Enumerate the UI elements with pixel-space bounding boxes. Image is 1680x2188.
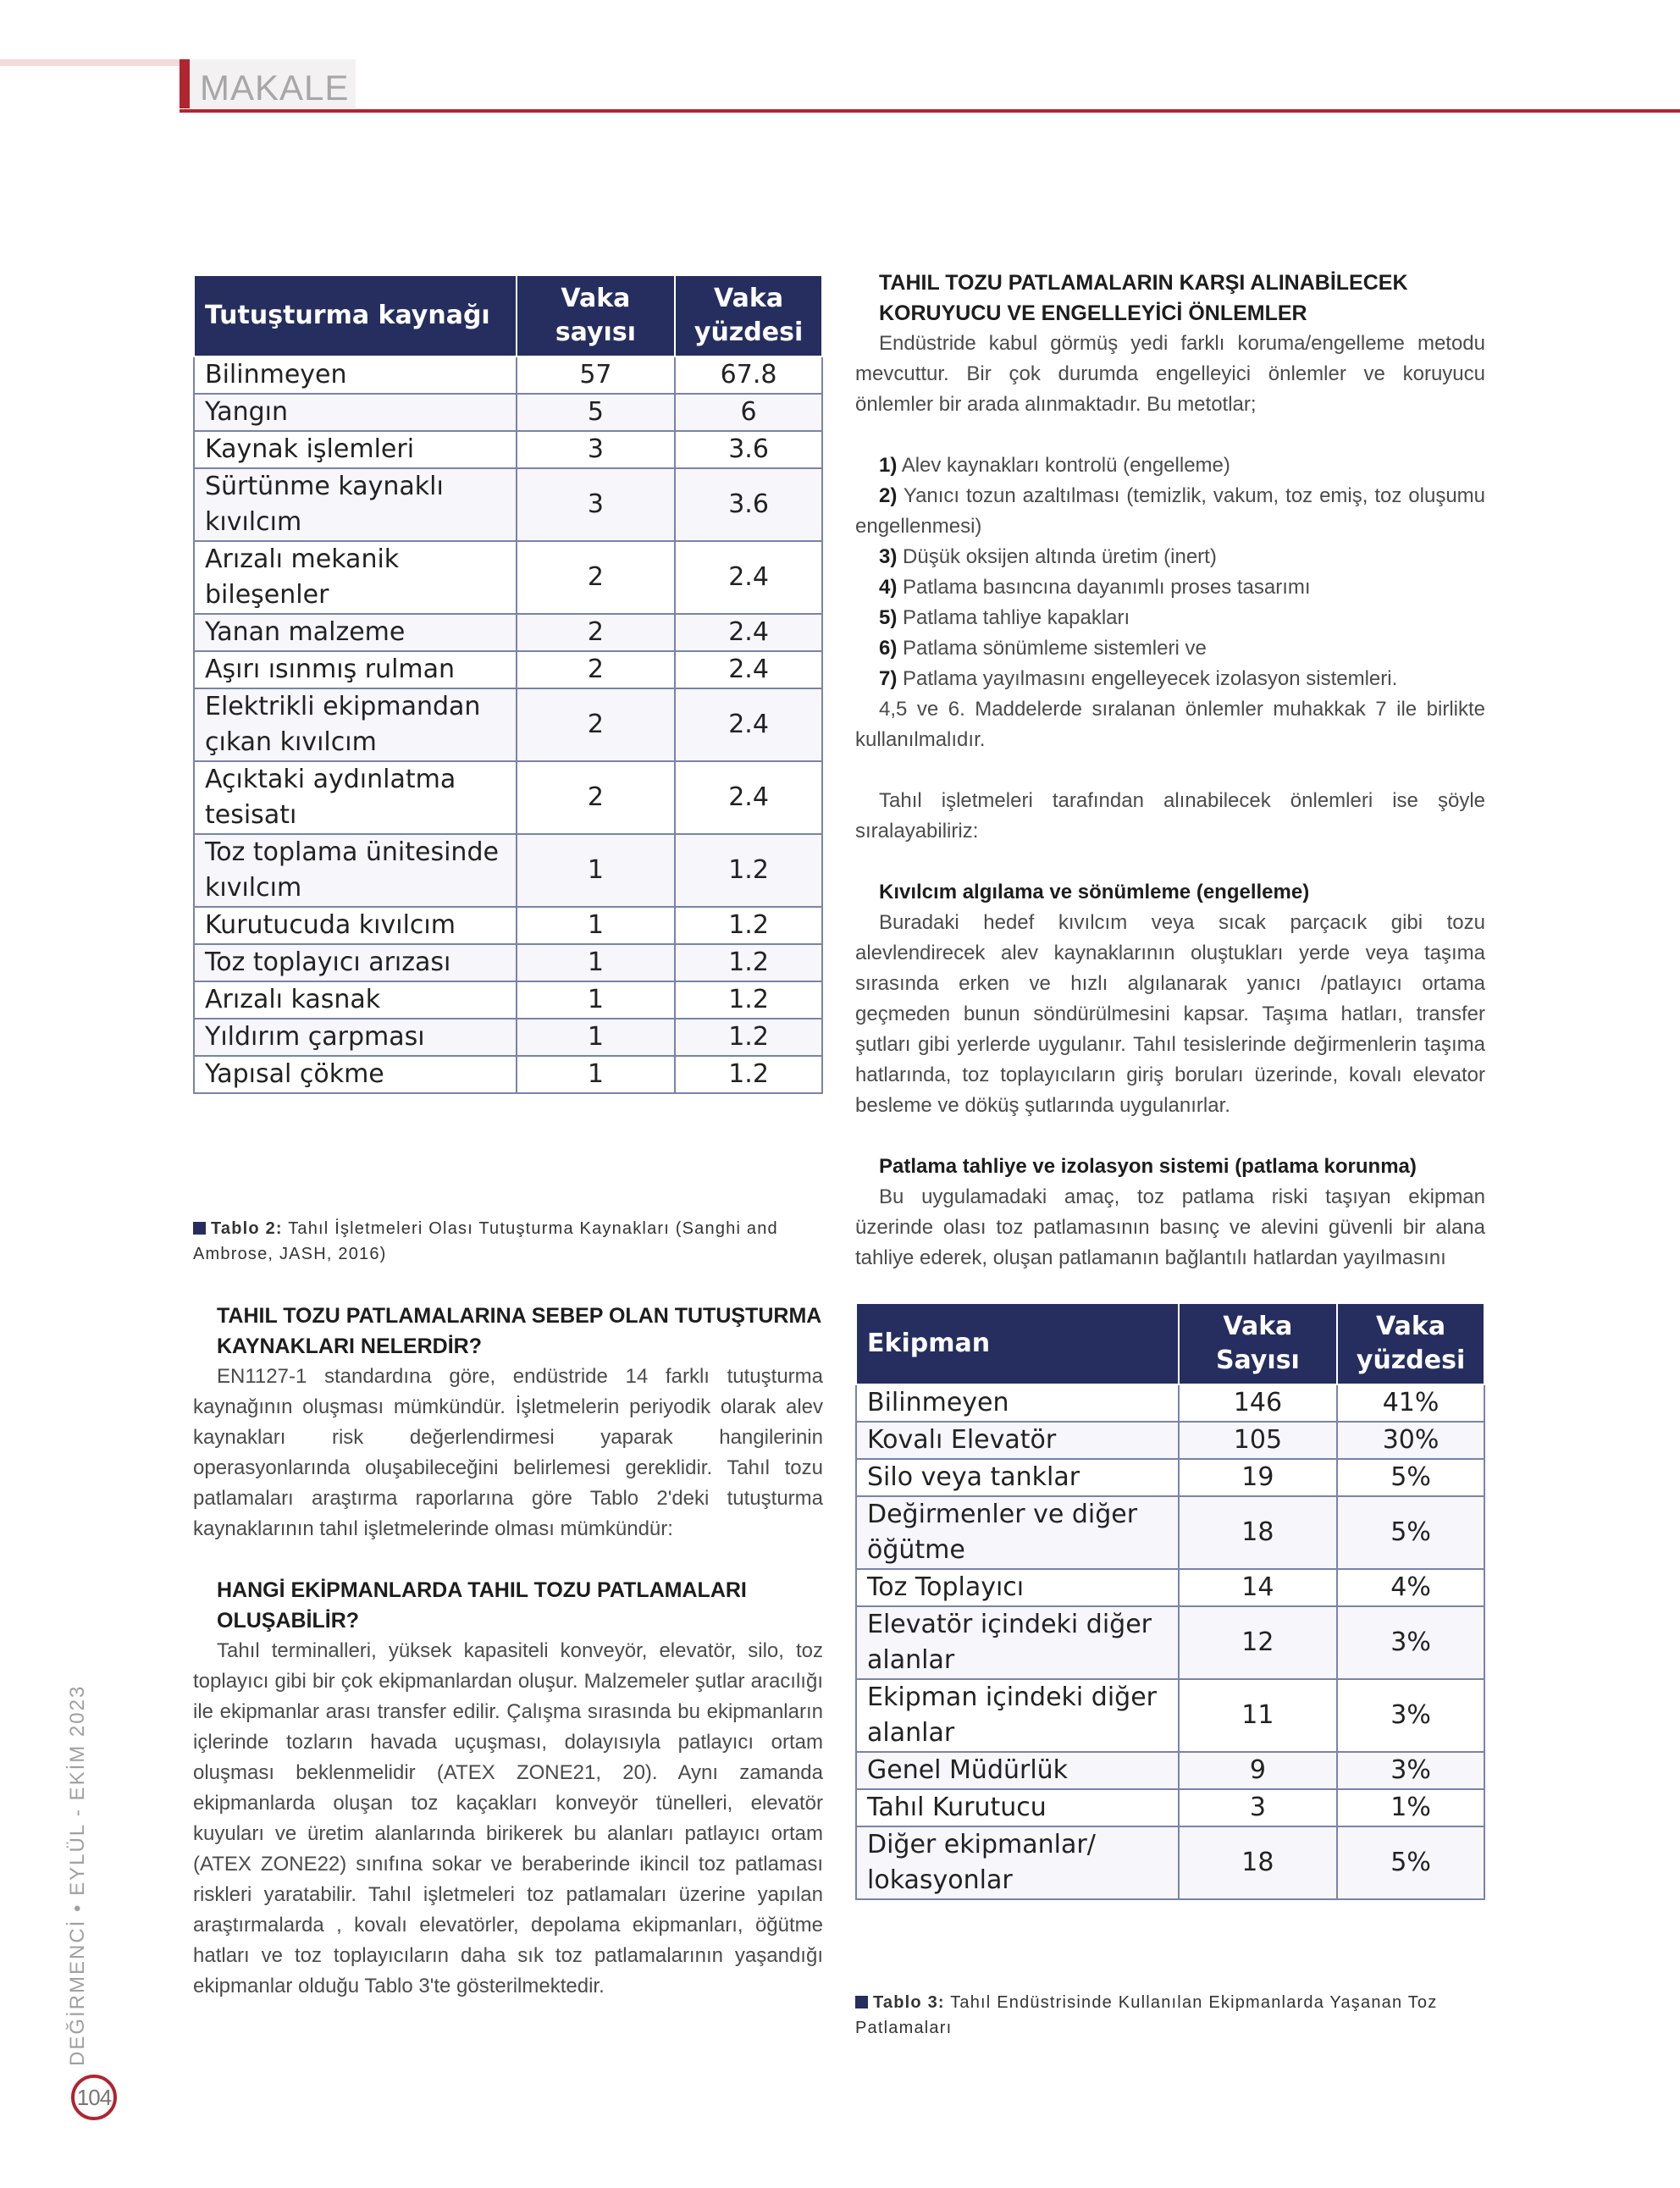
table-row: [194, 907, 822, 944]
table-cell-label: Bilinmeyen: [194, 356, 517, 394]
list-item: [855, 542, 1485, 572]
table-cell-value: 9: [1179, 1752, 1337, 1789]
table-cell-value: 1.2: [675, 1056, 822, 1093]
table-header-row: [194, 275, 822, 356]
table-row: [194, 1019, 822, 1056]
table-ignition-sources: [193, 274, 823, 1094]
column-header: Vaka yüzdesi: [1337, 1303, 1484, 1384]
paragraph: Bu uygulamadaki amaç, toz patlama riski taşıyan ekipman üzerinde olası toz patlamasının basınç ve alevini güvenli bir alana tahliye ederek, oluşan patlamanın bağlantılı hatlardan yayılmasını: [855, 1185, 1485, 1269]
table-row: [856, 1606, 1484, 1679]
table-cell-value: 2: [517, 541, 675, 614]
table-row: [856, 1826, 1484, 1899]
caption-marker: [855, 1996, 868, 2008]
column-header: Vaka Sayısı: [1179, 1303, 1337, 1384]
table-cell-label: Aşırı ısınmış rulman: [194, 651, 517, 688]
table-cell-value: 105: [1179, 1422, 1337, 1459]
table-cell-value: 1%: [1337, 1789, 1484, 1826]
header-rule: [180, 109, 1680, 113]
list-item-number: 7): [879, 667, 898, 690]
table-row: [856, 1459, 1484, 1496]
table-cell-label: Kaynak işlemleri: [194, 431, 517, 468]
table-cell-value: 6: [675, 394, 822, 431]
table-cell-value: 3%: [1337, 1606, 1484, 1679]
table-cell-value: 67.8: [675, 356, 822, 394]
column-header: Vaka sayısı: [517, 275, 675, 356]
list-item: [855, 450, 1485, 481]
caption-marker: [193, 1222, 206, 1235]
table-row: [194, 981, 822, 1019]
table-cell-value: 2.4: [675, 614, 822, 651]
table-cell-value: 2.4: [675, 688, 822, 761]
table-cell-value: 3.6: [675, 431, 822, 468]
table-cell-value: 18: [1179, 1826, 1337, 1899]
table-cell-value: 5%: [1337, 1826, 1484, 1899]
subheading: Patlama tahliye ve izolasyon sistemi (patlama korunma): [879, 1155, 1417, 1178]
table-row: [194, 651, 822, 688]
table-cell-value: 57: [517, 356, 675, 394]
table-cell-value: 5: [517, 394, 675, 431]
table-row: [194, 541, 822, 614]
table-cell-value: 18: [1179, 1496, 1337, 1569]
table-cell-label: Toz toplama ünitesinde kıvılcım: [194, 834, 517, 907]
table-row: [856, 1679, 1484, 1752]
table3-caption: [855, 1990, 1489, 2041]
table-cell-value: 19: [1179, 1459, 1337, 1496]
table-cell-value: 11: [1179, 1679, 1337, 1752]
paragraph: Endüstride kabul görmüş yedi farklı koruma/engelleme metodu mevcuttur. Bir çok durumda engelleyici önlemler ve koruyucu önlemler bir arada alınmaktadır. Bu metotlar;: [855, 332, 1485, 416]
table-row: [856, 1789, 1484, 1826]
table-cell-label: Toz toplayıcı arızası: [194, 944, 517, 981]
table-cell-value: 12: [1179, 1606, 1337, 1679]
table-cell-value: 2.4: [675, 541, 822, 614]
subheading: Kıvılcım algılama ve sönümleme (engelleme): [879, 881, 1310, 903]
list-item-number: 2): [879, 484, 898, 507]
table-cell-value: 1.2: [675, 944, 822, 981]
table-cell-label: Ekipman içindeki diğer alanlar: [856, 1679, 1179, 1752]
table-row: [194, 1056, 822, 1093]
paragraph: Tahıl işletmeleri tarafından alınabilecek önlemleri ise şöyle sıralayabiliriz:: [855, 789, 1485, 843]
table-row: [194, 688, 822, 761]
table-cell-label: Genel Müdürlük: [856, 1752, 1179, 1789]
table-cell-value: 3: [1179, 1789, 1337, 1826]
table-cell-label: Açıktaki aydınlatma tesisatı: [194, 761, 517, 834]
table-cell-label: Sürtünme kaynaklı kıvılcım: [194, 468, 517, 541]
table-row: [856, 1569, 1484, 1606]
list-item-text: Patlama basıncına dayanımlı proses tasarımı: [903, 576, 1311, 599]
table-cell-value: 3%: [1337, 1752, 1484, 1789]
table-cell-label: Yanan malzeme: [194, 614, 517, 651]
caption-text: Tahıl İşletmeleri Olası Tutuşturma Kaynakları (Sanghi and Ambrose, JASH, 2016): [193, 1219, 778, 1263]
table-cell-label: Tahıl Kurutucu: [856, 1789, 1179, 1826]
list-item-number: 1): [879, 454, 898, 477]
table-cell-value: 3: [517, 431, 675, 468]
table-cell-value: 30%: [1337, 1422, 1484, 1459]
table-row: [856, 1496, 1484, 1569]
table-row: [194, 431, 822, 468]
table-cell-value: 2.4: [675, 651, 822, 688]
list-item-text: Yanıcı tozun azaltılması (temizlik, vakum, toz emiş, toz oluşumu engellenmesi): [855, 484, 1486, 538]
table-row: [194, 761, 822, 834]
table-cell-label: Elektrikli ekipmandan çıkan kıvılcım: [194, 688, 517, 761]
table-cell-value: 1: [517, 834, 675, 907]
table-cell-value: 3%: [1337, 1679, 1484, 1752]
list-item: [855, 664, 1485, 694]
table2-caption: [193, 1216, 826, 1267]
column-header: Vaka yüzdesi: [675, 275, 822, 356]
paragraph: 4,5 ve 6. Maddelerde sıralanan önlemler muhakkak 7 ile birlikte kullanılmalıdır.: [855, 698, 1485, 751]
table-cell-label: Arızalı mekanik bileşenler: [194, 541, 517, 614]
table-row: [194, 834, 822, 907]
list-item: [855, 603, 1485, 633]
table-cell-value: 1.2: [675, 907, 822, 944]
table-cell-value: 2: [517, 688, 675, 761]
table-row: [856, 1384, 1484, 1422]
table-cell-value: 1: [517, 1019, 675, 1056]
list-item-text: Alev kaynakları kontrolü (engelleme): [901, 454, 1230, 477]
paragraph: Buradaki hedef kıvılcım veya sıcak parçacık gibi tozu alevlendirecek alev kaynaklarının oluştukları yerde veya taşıma sırasında erken ve hızlı algılanarak yanıcı /patlayıcı ortama geçmeden bunun söndürülmesini kapsar. Taşıma hatları, transfer şutları gibi yerlerde uygulanır. Tahıl tesislerinde değirmenlerin taşıma hatlarında, toz toplayıcıların giriş boruları üzerinde, kovalı elevator besleme ve döküş şutlarında uygulanırlar.: [855, 911, 1485, 1117]
table-cell-value: 5%: [1337, 1496, 1484, 1569]
table-cell-value: 2: [517, 651, 675, 688]
table-row: [194, 356, 822, 394]
table-cell-value: 1: [517, 907, 675, 944]
column-header: Ekipman: [856, 1303, 1179, 1384]
table-row: [194, 944, 822, 981]
table-cell-label: Yapısal çökme: [194, 1056, 517, 1093]
table-cell-label: Arızalı kasnak: [194, 981, 517, 1019]
table-row: [194, 468, 822, 541]
table-cell-value: 1: [517, 1056, 675, 1093]
paragraph: Tahıl terminalleri, yüksek kapasiteli konveyör, elevatör, silo, toz toplayıcı gibi bir çok ekipmanlardan oluşur. Malzemeler şutlar aracılığı ile ekipmanlar arası transfer edilir. Çalışma sırasında bu ekipmanların içlerinde tozların havada uçuşması, dolayısıyla patlayıcı ortam oluşması beklenmelidir (ATEX ZONE21, 20). Aynı zamanda ekipmanlarda oluşan toz kaçakları konveyör tünelleri, elevatör kuyuları ve üretim alanlarında birikerek bu alanları patlayıcı ortam (ATEX ZONE22) sınıfına sokar ve beraberinde ikincil toz patlaması riskleri yaratabilir. Tahıl işletmeleri toz patlamaları üzerine yapılan araştırmalarda , kovalı elevatörler, depolama ekipmanları, öğütme hatları ve toz toplayıcıların daha sık toz patlamalarının yaşandığı ekipmanlar olduğu Tablo 3'te gösterilmektedir.: [193, 1639, 823, 1997]
list-item-number: 3): [879, 545, 898, 568]
list-item-text: Patlama yayılmasını engelleyecek izolasyon sistemleri.: [903, 667, 1398, 690]
magazine-issue-label: DEĞİRMENCİ • EYLÜL - EKİM 2023: [66, 1684, 89, 2066]
table-cell-value: 2.4: [675, 761, 822, 834]
table-cell-label: Toz Toplayıcı: [856, 1569, 1179, 1606]
table-cell-label: Yıldırım çarpması: [194, 1019, 517, 1056]
list-item-number: 4): [879, 576, 898, 599]
table-cell-value: 14: [1179, 1569, 1337, 1606]
list-item-number: 5): [879, 606, 898, 629]
section-label: MAKALE: [200, 68, 350, 108]
table-cell-value: 2: [517, 614, 675, 651]
table-cell-value: 4%: [1337, 1569, 1484, 1606]
paragraph: EN1127-1 standardına göre, endüstride 14 farklı tutuşturma kaynağının oluşması mümkündür. İşletmelerin periyodik olarak alev kaynakları risk değerlendirmesi yaparak hangilerinin operasyonlarında oluşabileceğini belirlemesi gereklidir. Tahıl tozu patlamaları araştırma raporlarına göre Tablo 2'deki tutuşturma kaynaklarının tahıl işletmelerinde olması mümkündür:: [193, 1365, 823, 1540]
table-cell-value: 3.6: [675, 468, 822, 541]
table-cell-label: Kurutucuda kıvılcım: [194, 907, 517, 944]
table-cell-value: 146: [1179, 1384, 1337, 1422]
table-cell-label: Elevatör içindeki diğer alanlar: [856, 1606, 1179, 1679]
table-cell-value: 1: [517, 944, 675, 981]
list-item: [855, 633, 1485, 664]
table-cell-label: Bilinmeyen: [856, 1384, 1179, 1422]
table-cell-value: 3: [517, 468, 675, 541]
table-header-row: [856, 1303, 1484, 1384]
list-item-text: Patlama sönümleme sistemleri ve: [903, 637, 1207, 660]
list-item-text: Patlama tahliye kapakları: [903, 606, 1130, 629]
caption-label: Tablo 3:: [873, 1993, 945, 2012]
table-row: [856, 1752, 1484, 1789]
section-heading: HANGİ EKİPMANLARDA TAHIL TOZU PATLAMALARI OLUŞABİLİR?: [217, 1578, 747, 1633]
left-text-column: [193, 1301, 823, 2002]
table-cell-value: 41%: [1337, 1384, 1484, 1422]
table-cell-value: 2: [517, 761, 675, 834]
table-cell-value: 1.2: [675, 834, 822, 907]
table-row: [194, 394, 822, 431]
list-item: [855, 481, 1485, 542]
table-cell-label: Yangın: [194, 394, 517, 431]
caption-text: Tahıl Endüstrisinde Kullanılan Ekipmanlarda Yaşanan Toz Patlamaları: [855, 1993, 1438, 2037]
list-item-text: Düşük oksijen altında üretim (inert): [903, 545, 1217, 568]
table-cell-value: 5%: [1337, 1459, 1484, 1496]
table-cell-value: 1.2: [675, 981, 822, 1019]
caption-label: Tablo 2:: [211, 1219, 283, 1238]
section-heading: TAHIL TOZU PATLAMALARIN KARŞI ALINABİLECEK KORUYUCU VE ENGELLEYİCİ ÖNLEMLER: [879, 271, 1408, 325]
table-cell-label: Silo veya tanklar: [856, 1459, 1179, 1496]
page-number: 104: [71, 2075, 117, 2120]
table-cell-value: 1: [517, 981, 675, 1019]
table-cell-label: Değirmenler ve diğer öğütme: [856, 1496, 1179, 1569]
table-cell-value: 1.2: [675, 1019, 822, 1056]
methods-list: [855, 450, 1485, 694]
table-row: [856, 1422, 1484, 1459]
right-text-column: [855, 268, 1485, 1274]
section-heading: TAHIL TOZU PATLAMALARINA SEBEP OLAN TUTUŞTURMA KAYNAKLARI NELERDİR?: [217, 1304, 821, 1358]
table-row: [194, 614, 822, 651]
table-cell-label: Kovalı Elevatör: [856, 1422, 1179, 1459]
table-cell-label: Diğer ekipmanlar/ lokasyonlar: [856, 1826, 1179, 1899]
column-header: Tutuşturma kaynağı: [194, 275, 517, 356]
list-item: [855, 572, 1485, 603]
list-item-number: 6): [879, 637, 898, 660]
table-equipment-incidents: [855, 1302, 1485, 1900]
